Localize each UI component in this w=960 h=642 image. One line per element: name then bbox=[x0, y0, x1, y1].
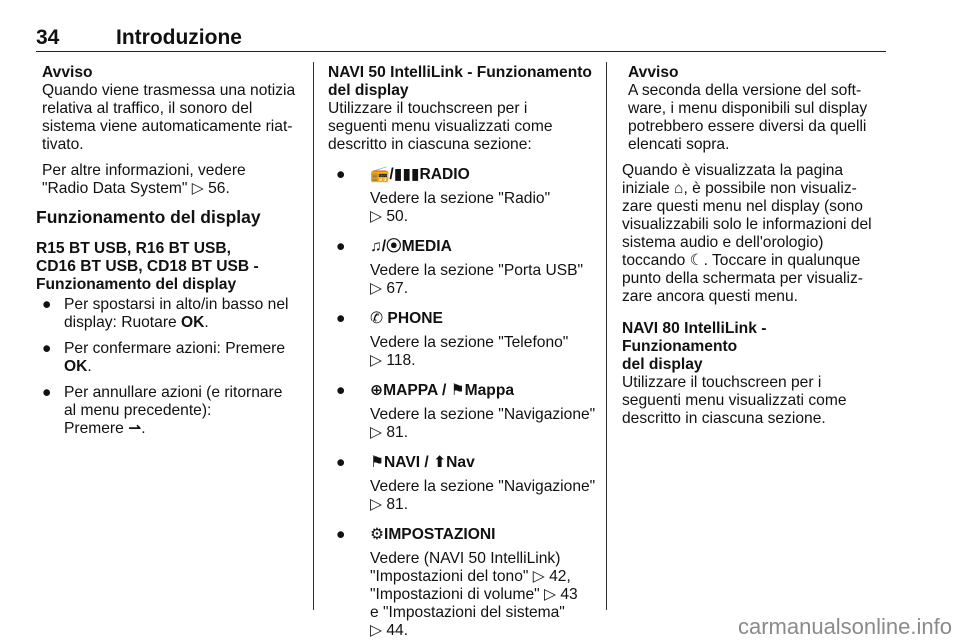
flag-icon: ⚑ bbox=[450, 382, 465, 399]
page-ref[interactable]: 67. bbox=[386, 280, 409, 297]
punct: . bbox=[87, 358, 92, 375]
section-title: NAVI 80 IntelliLink - Funzionamento bbox=[622, 320, 767, 355]
more-info-text: "Radio Data System" bbox=[42, 180, 188, 197]
menu-label-line bbox=[370, 238, 598, 256]
menu-label-alt: Mappa bbox=[464, 382, 515, 399]
body-text: , è possibile non visualiz- bbox=[683, 180, 857, 197]
body-line: descritto in ciascuna sezione. bbox=[622, 410, 826, 427]
page-ref[interactable]: 118. bbox=[386, 352, 416, 369]
menu-label: MEDIA bbox=[401, 238, 452, 255]
menu-desc-text: "Impostazioni del tono" bbox=[370, 568, 529, 585]
list-item bbox=[328, 310, 598, 370]
page-ref-icon: ▷ bbox=[370, 208, 382, 225]
menu-label-line: ⚑NAVI / ⬆Nav bbox=[370, 454, 475, 471]
list-item-text-part: Premere bbox=[64, 420, 124, 437]
notice-line: Quando viene trasmessa una notizia bbox=[42, 82, 296, 99]
bullet-icon: ● bbox=[42, 296, 52, 313]
home-icon: ⌂ bbox=[674, 180, 684, 197]
back-arrow-icon: ⇀ bbox=[128, 420, 142, 437]
subsection-title: R15 BT USB, R16 BT USB, bbox=[36, 240, 231, 257]
list-item-text bbox=[64, 314, 304, 332]
menu-label: RADIO bbox=[419, 166, 470, 183]
notice-title: Avviso bbox=[42, 64, 93, 81]
column-left bbox=[36, 64, 304, 438]
map-icon: ⊕ bbox=[370, 382, 384, 399]
section-title: del display bbox=[622, 356, 703, 373]
notice-line: relativa al traffico, il sonoro del bbox=[42, 100, 253, 117]
header-rule bbox=[36, 51, 886, 52]
body-line: punto della schermata per visualiz- bbox=[622, 270, 863, 287]
menu-ref-line bbox=[370, 280, 598, 298]
page-ref[interactable]: 81. bbox=[386, 496, 409, 513]
body-line bbox=[622, 252, 884, 270]
body-line: zare questi menu nel display (sono bbox=[622, 198, 863, 215]
moon-icon: ☾ bbox=[689, 252, 704, 269]
page-ref-icon: ▷ bbox=[370, 622, 382, 639]
chapter-title: Introduzione bbox=[116, 26, 242, 49]
list-item-text: Per confermare azioni: Premere bbox=[64, 340, 286, 357]
nav-icon: ⬆ bbox=[433, 454, 447, 471]
page-ref[interactable]: 50. bbox=[386, 208, 409, 225]
notice-line: sistema viene automaticamente riat- bbox=[42, 118, 293, 135]
more-info-line: Per altre informazioni, vedere bbox=[42, 162, 246, 179]
list-item bbox=[328, 238, 598, 298]
list-item-text-part: display: Ruotare bbox=[64, 314, 182, 331]
list-item bbox=[328, 526, 598, 640]
body-line: Quando è visualizzata la pagina bbox=[622, 162, 844, 179]
page-ref[interactable]: 44. bbox=[386, 622, 409, 639]
page-ref-icon: ▷ bbox=[370, 496, 382, 513]
notice-line: tivato. bbox=[42, 136, 84, 153]
bullet-icon: ● bbox=[336, 526, 346, 543]
ok-key-label: OK bbox=[181, 314, 205, 331]
body-line: zare ancora questi menu. bbox=[622, 288, 798, 305]
menu-desc: e "Impostazioni del sistema" bbox=[370, 604, 565, 621]
column-divider bbox=[313, 62, 314, 610]
notice-line: potrebbero essere diversi da quelli bbox=[628, 118, 867, 135]
menu-desc-text: "Impostazioni di volume" bbox=[370, 586, 540, 603]
list-item bbox=[36, 384, 304, 438]
menu-desc: Vedere la sezione "Telefono" bbox=[370, 334, 569, 351]
menu-desc bbox=[370, 586, 598, 604]
menu-label-line bbox=[370, 310, 598, 328]
page-ref-icon: ▷ bbox=[370, 424, 382, 441]
bullet-icon: ● bbox=[42, 340, 52, 357]
menu-ref-line bbox=[370, 424, 598, 442]
ok-key-label: OK bbox=[64, 358, 88, 375]
list-item-text bbox=[64, 358, 304, 376]
page-ref[interactable]: 43 bbox=[560, 586, 578, 603]
page-number: 34 bbox=[36, 26, 60, 49]
settings-icon: ⚙ bbox=[370, 526, 384, 543]
menu-label: MAPPA bbox=[383, 382, 438, 399]
body-text: iniziale bbox=[622, 180, 670, 197]
body-text: toccando bbox=[622, 252, 686, 269]
bullet-icon: ● bbox=[336, 310, 346, 327]
notice-line: elencati sopra. bbox=[628, 136, 730, 153]
phone-icon: ✆ bbox=[370, 310, 384, 327]
menu-label-line bbox=[370, 166, 598, 184]
body-line: Utilizzare il touchscreen per i bbox=[622, 374, 822, 391]
menu-desc: Vedere la sezione "Porta USB" bbox=[370, 262, 584, 279]
column-divider bbox=[606, 62, 607, 610]
body-line: seguenti menu visualizzati come bbox=[622, 392, 847, 409]
list-item-text: Per annullare azioni (e ritornare bbox=[64, 384, 283, 401]
menu-ref-line bbox=[370, 622, 598, 640]
notice-line: ware, i menu disponibili sul display bbox=[628, 100, 868, 117]
list-item-text bbox=[64, 420, 304, 438]
subsection-title: CD16 BT USB, CD18 BT USB - bbox=[36, 258, 259, 275]
media-icon: ♫/⦿ bbox=[370, 238, 402, 255]
page-ref[interactable]: 42, bbox=[549, 568, 571, 585]
list-item bbox=[328, 454, 598, 514]
list-item bbox=[36, 340, 304, 376]
menu-desc: Vedere la sezione "Radio" bbox=[370, 190, 551, 207]
list-item bbox=[328, 166, 598, 226]
menu-label: IMPOSTAZIONI bbox=[383, 526, 496, 543]
page-ref-icon: ▷ bbox=[544, 586, 557, 603]
notice-box bbox=[622, 64, 884, 154]
page-header bbox=[36, 26, 886, 50]
more-info-line bbox=[42, 180, 304, 198]
flag-icon: ⚑ bbox=[370, 454, 384, 471]
punct: . bbox=[204, 314, 209, 331]
page-ref[interactable]: 56. bbox=[208, 180, 230, 197]
list-item bbox=[328, 382, 598, 442]
list-item-text: Per spostarsi in alto/in basso nel bbox=[64, 296, 289, 313]
intro-line: Utilizzare il touchscreen per i bbox=[328, 100, 528, 117]
menu-ref-line bbox=[370, 208, 598, 226]
intro-line: descritto in ciascuna sezione: bbox=[328, 136, 532, 153]
page-ref-icon: ▷ bbox=[370, 352, 382, 369]
page-ref-icon: ▷ bbox=[370, 280, 382, 297]
menu-label-alt: Nav bbox=[446, 454, 475, 471]
menu-label: NAVI bbox=[383, 454, 421, 471]
notice-title: Avviso bbox=[628, 64, 679, 81]
menu-desc bbox=[370, 568, 598, 586]
watermark: carmanualsonline.info bbox=[737, 614, 952, 639]
section-title: NAVI 50 IntelliLink - Funzionamento bbox=[328, 64, 592, 81]
page-ref-icon: ▷ bbox=[191, 180, 204, 197]
body-line: sistema audio e dell'orologio) bbox=[622, 234, 824, 251]
page-ref[interactable]: 81. bbox=[386, 424, 409, 441]
menu-desc: Vedere la sezione "Navigazione" bbox=[370, 406, 596, 423]
bullet-icon: ● bbox=[336, 454, 346, 471]
notice-box bbox=[36, 64, 304, 198]
menu-desc: Vedere (NAVI 50 IntelliLink) bbox=[370, 550, 561, 567]
list-item-text: al menu precedente): bbox=[64, 402, 212, 419]
punct: . bbox=[141, 420, 146, 437]
menu-label: PHONE bbox=[387, 310, 443, 327]
bullet-icon: ● bbox=[336, 238, 346, 255]
menu-desc: Vedere la sezione "Navigazione" bbox=[370, 478, 596, 495]
bullet-icon: ● bbox=[42, 384, 52, 401]
bullet-icon: ● bbox=[336, 382, 346, 399]
subsection-title: Funzionamento del display bbox=[36, 276, 237, 293]
body-text: . Toccare in qualunque bbox=[703, 252, 861, 269]
menu-ref-line bbox=[370, 352, 598, 370]
intro-line: seguenti menu visualizzati come bbox=[328, 118, 553, 135]
section-title: del display bbox=[328, 82, 409, 99]
menu-label-line: ⊕MAPPA / ⚑Mappa bbox=[370, 382, 515, 399]
list-item bbox=[36, 296, 304, 332]
section-title: Funzionamento del display bbox=[36, 207, 261, 227]
column-right bbox=[622, 64, 884, 428]
menu-ref-line bbox=[370, 496, 598, 514]
page-ref-icon: ▷ bbox=[532, 568, 545, 585]
notice-line: A seconda della versione del soft- bbox=[628, 82, 862, 99]
column-middle bbox=[328, 64, 598, 640]
body-line bbox=[622, 180, 884, 198]
radio-icon: 📻/▮▮▮ bbox=[370, 166, 420, 183]
bullet-icon: ● bbox=[336, 166, 346, 183]
menu-label-line bbox=[370, 526, 598, 544]
body-line: visualizzabili solo le informazioni del bbox=[622, 216, 872, 233]
